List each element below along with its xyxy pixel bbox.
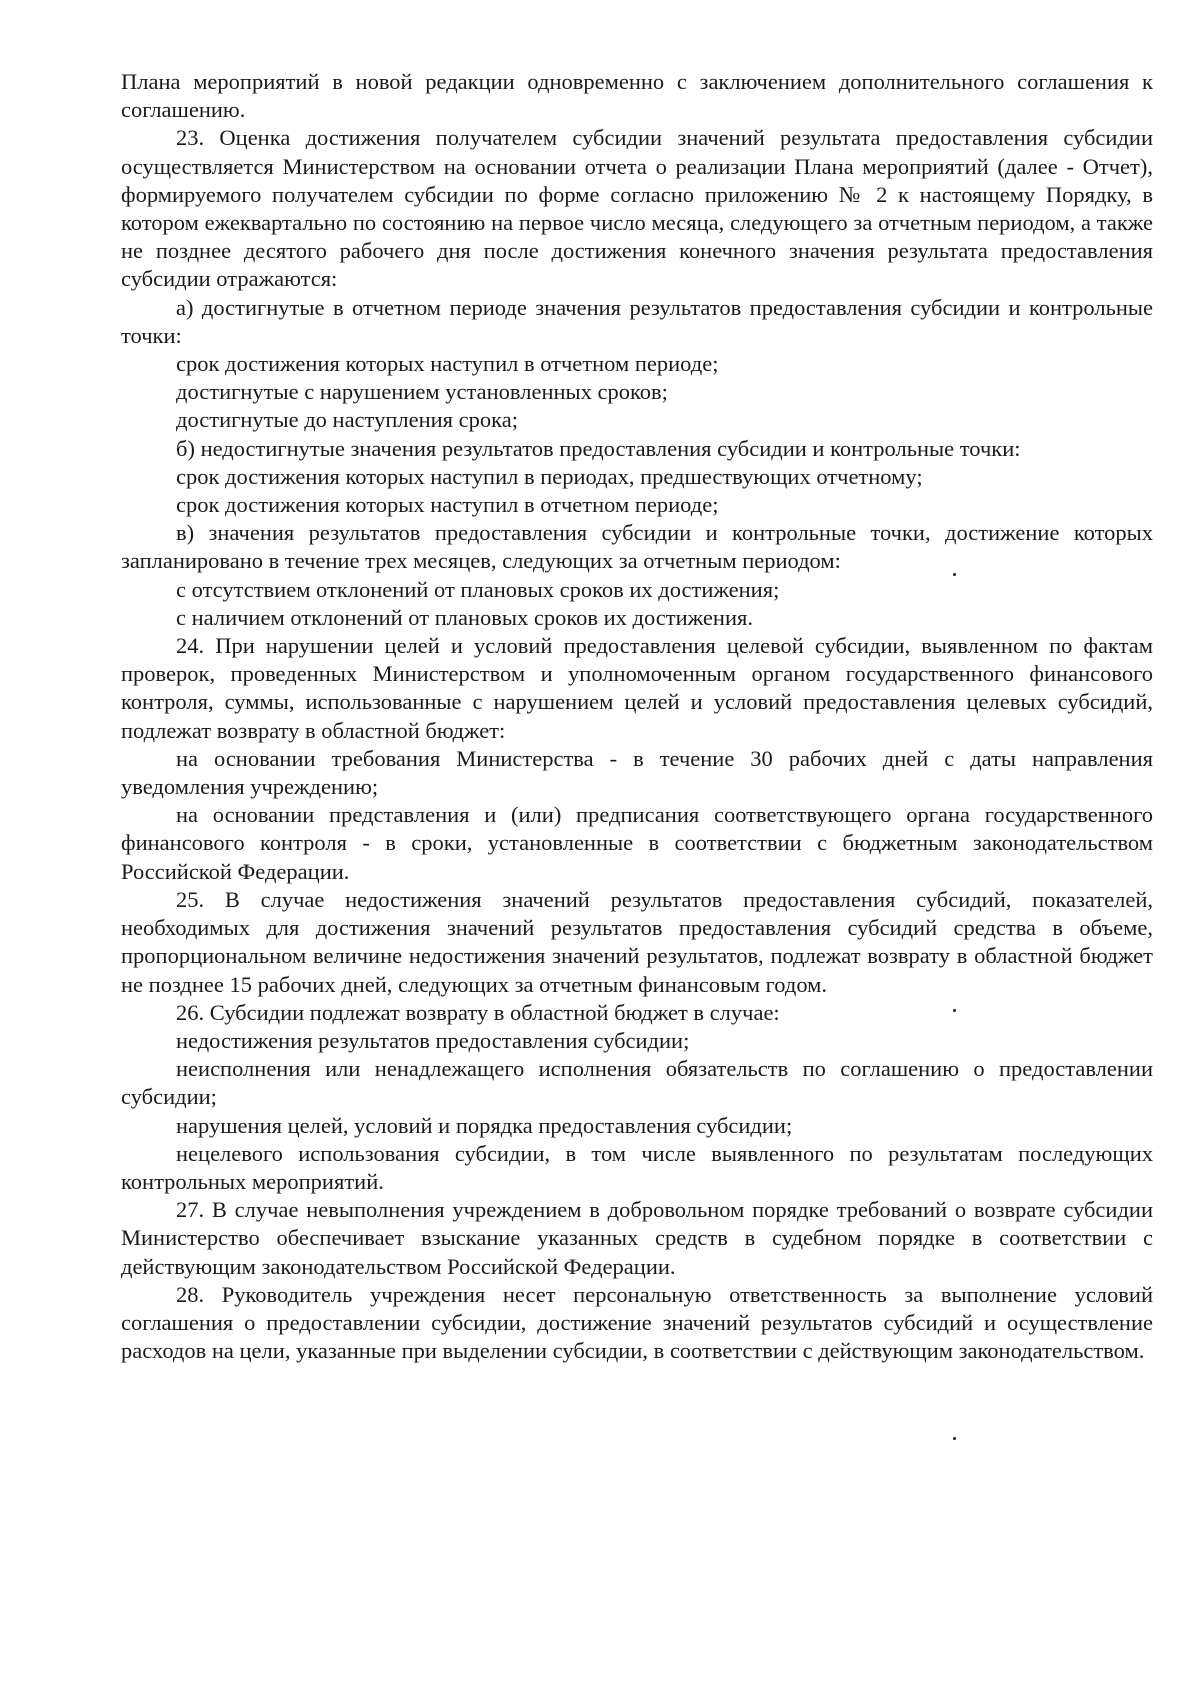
paragraph-23: 23. Оценка достижения получателем субсидии значений результата предоставления субсидии осуществляется Министерством на основании отчета о реализации Плана мероприятий (далее - Отчет), формируемого получателем субсидии по форме согласно приложению № 2 к настоящему Порядку, в котором ежеквартально по состоянию на первое число месяца, следующего за отчетным периодом, а также не позднее десятого рабочего дня после достижения конечного значения результата предоставления субсидии отражаются: [121, 125, 1153, 292]
paragraph-23-b: б) недостигнутые значения результатов предоставления субсидии и контрольные точки: [176, 435, 1021, 461]
paragraph-23-b-item-2: срок достижения которых наступил в отчетном периоде; [176, 492, 719, 518]
document-page [121, 68, 1153, 1365]
paragraph-24-item-2: на основании представления и (или) предписания соответствующего органа государственного финансового контроля - в сроки, установленные в соответствии с бюджетным законодательством Российской Федерации. [121, 802, 1153, 884]
paragraph-23-a-item-3: достигнутые до наступления срока; [176, 407, 518, 433]
paragraph-23-a-item-2: достигнутые с нарушением установленных сроков; [176, 379, 668, 405]
paragraph-26-item-4: нецелевого использования субсидии, в том числе выявленного по результатам последующих контрольных мероприятий. [121, 1140, 1153, 1194]
paragraph-26-item-2: неисполнения или ненадлежащего исполнения обязательств по соглашению о предоставлении субсидии; [121, 1056, 1153, 1110]
paragraph-23-v: в) значения результатов предоставления субсидии и контрольные точки, достижение которых запланировано в течение трех месяцев, следующих за отчетным периодом: [121, 520, 1153, 574]
paragraph-26-item-1: недостижения результатов предоставления субсидии; [176, 1027, 690, 1053]
paragraph-25: 25. В случае недостижения значений результатов предоставления субсидий, показателей, необходимых для достижения значений результатов предоставления субсидий средства в объеме, пропорциональном величине недостижения значений результатов, подлежат возврату в областной бюджет не позднее 15 рабочих дней, следующих за отчетным финансовым годом. [121, 886, 1153, 997]
paragraph-23-a: а) достигнутые в отчетном периоде значения результатов предоставления субсидии и контрольные точки: [121, 294, 1153, 348]
paragraph-24: 24. При нарушении целей и условий предоставления целевой субсидии, выявленном по фактам проверок, проведенных Министерством и уполномоченным органом государственного финансового контроля, суммы, использованные с нарушением целей и условий предоставления целевых субсидий, подлежат возврату в областной бюджет: [121, 633, 1153, 743]
paragraph-28: 28. Руководитель учреждения несет персональную ответственность за выполнение условий соглашения о предоставлении субсидии, достижение значений результатов субсидий и осуществление расходов на цели, указанные при выделении субсидии, в соответствии с действующим законодательством. [121, 1281, 1153, 1364]
paragraph-23-a-item-1: срок достижения которых наступил в отчетном периоде; [176, 351, 719, 377]
paragraph-26: 26. Субсидии подлежат возврату в областной бюджет в случае: [176, 999, 780, 1025]
paragraph-27: 27. В случае невыполнения учреждением в добровольном порядке требований о возврате субсидии Министерство обеспечивает взыскание указанных средств в судебном порядке в соответствии с действующим законодательством Российской Федерации. [121, 1197, 1153, 1279]
paragraph-23-b-item-1: срок достижения которых наступил в периодах, предшествующих отчетному; [176, 463, 923, 489]
paragraph-23-v-item-1: с отсутствием отклонений от плановых сроков их достижения; [176, 576, 780, 602]
paragraph-26-item-3: нарушения целей, условий и порядка предоставления субсидии; [176, 1112, 793, 1138]
paragraph-23-v-item-2: с наличием отклонений от плановых сроков их достижения. [176, 604, 753, 630]
scan-speck [953, 1437, 956, 1440]
paragraph-plan-continuation: Плана мероприятий в новой редакции одновременно с заключением дополнительного соглашения к соглашению. [121, 69, 1153, 123]
scan-speck [953, 1009, 956, 1012]
paragraph-24-item-1: на основании требования Министерства - в течение 30 рабочих дней с даты направления уведомления учреждению; [121, 745, 1153, 800]
scan-speck [953, 573, 956, 576]
